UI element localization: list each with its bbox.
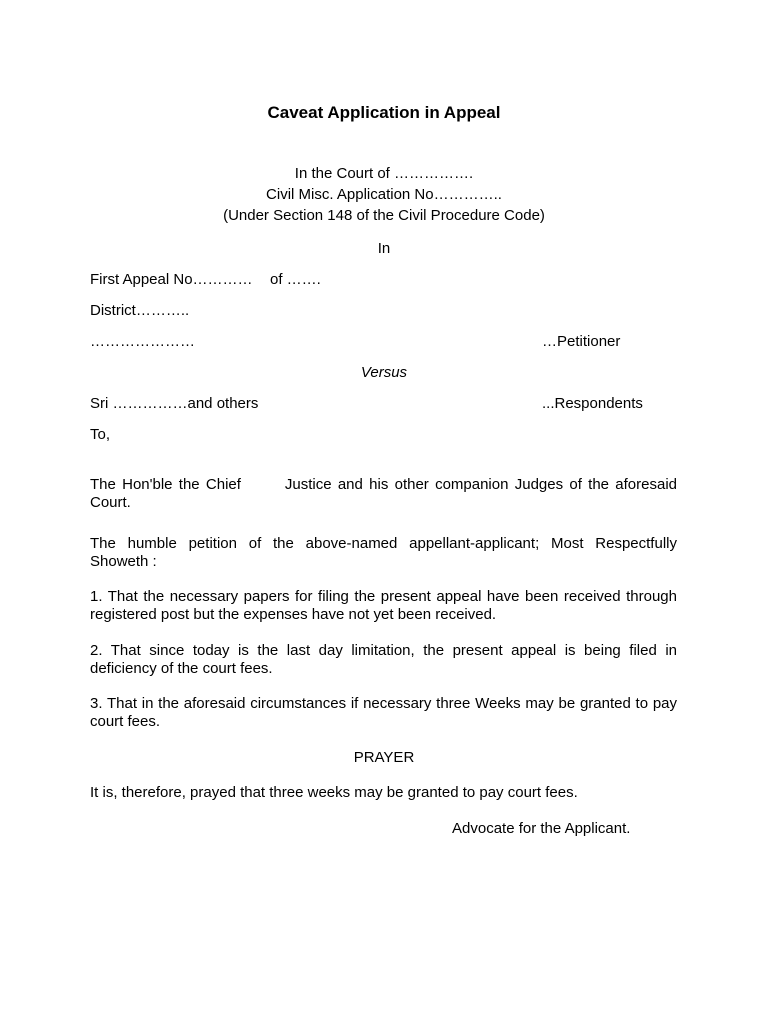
prayer-heading: PRAYER (353, 749, 415, 766)
court-line: In the Court of ……………. (294, 165, 474, 182)
in-label: In (377, 240, 391, 257)
point-item: 3. That in the aforesaid circumstances if necessary three Weeks may be granted to pay court fees. (90, 695, 677, 730)
to-label: To, (90, 426, 111, 443)
respondent-name: Sri ……………and others (90, 395, 259, 412)
addressee-paragraph: The Hon'ble the Chief Justice and his other companion Judges of the aforesaid Court. (90, 476, 682, 511)
respondents-label: ...Respondents (542, 395, 643, 412)
first-appeal-no: First Appeal No………… (90, 271, 253, 288)
district-line: District……….. (90, 302, 190, 319)
signature-line: Advocate for the Applicant. (452, 820, 631, 837)
application-line: Civil Misc. Application No………….. (266, 186, 502, 203)
section-line: (Under Section 148 of the Civil Procedure Code) (223, 207, 545, 224)
petitioner-blank: ………………… (90, 333, 195, 350)
humble-petition-paragraph: The humble petition of the above-named appellant-applicant; Most Respectfully Showeth : (90, 535, 677, 570)
point-item: 1. That the necessary papers for filing the present appeal have been received through registered post but the expenses have not yet been received. (90, 588, 677, 623)
petitioner-label: …Petitioner (542, 333, 621, 350)
document-title: Caveat Application in Appeal (267, 103, 501, 122)
versus-label: Versus (360, 364, 408, 381)
prayer-text: It is, therefore, prayed that three weeks may be granted to pay court fees. (90, 784, 578, 801)
point-item: 2. That since today is the last day limitation, the present appeal is being filed in deficiency of the court fees. (90, 642, 677, 677)
first-appeal-of: of ……. (270, 271, 321, 288)
